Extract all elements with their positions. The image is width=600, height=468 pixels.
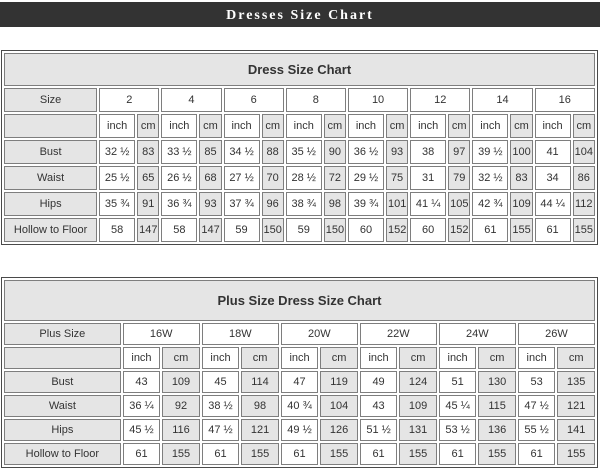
value-cm-cell: 98 xyxy=(324,192,346,216)
value-inch-cell: 38 xyxy=(410,140,446,164)
table-row xyxy=(4,371,595,393)
row-label: Hollow to Floor xyxy=(4,218,97,242)
unit-inch-cell: inch xyxy=(202,347,240,369)
unit-cm-cell: cm xyxy=(262,114,284,138)
value-inch-cell: 49 ½ xyxy=(281,419,319,441)
unit-inch-cell: inch xyxy=(535,114,571,138)
unit-cm-cell: cm xyxy=(510,114,532,138)
value-inch-cell: 49 xyxy=(360,371,398,393)
value-inch-cell: 47 xyxy=(281,371,319,393)
unit-cm-cell: cm xyxy=(199,114,221,138)
value-cm-cell: 147 xyxy=(199,218,221,242)
size-header-cell: 26W xyxy=(518,323,595,345)
value-cm-cell: 152 xyxy=(386,218,408,242)
value-inch-cell: 27 ½ xyxy=(224,166,260,190)
value-cm-cell: 155 xyxy=(399,443,437,465)
unit-cm-cell: cm xyxy=(320,347,358,369)
size-header-cell: 18W xyxy=(202,323,279,345)
value-cm-cell: 101 xyxy=(386,192,408,216)
unit-inch-cell: inch xyxy=(439,347,477,369)
size-header-cell: 16 xyxy=(535,88,595,112)
unit-inch-cell: inch xyxy=(518,347,556,369)
value-cm-cell: 98 xyxy=(241,395,279,417)
value-cm-cell: 100 xyxy=(510,140,532,164)
size-header-cell: 14 xyxy=(472,88,532,112)
value-inch-cell: 42 ¾ xyxy=(472,192,508,216)
unit-cm-cell: cm xyxy=(573,114,595,138)
unit-cm-cell: cm xyxy=(557,347,595,369)
value-cm-cell: 85 xyxy=(199,140,221,164)
value-cm-cell: 109 xyxy=(399,395,437,417)
value-cm-cell: 126 xyxy=(320,419,358,441)
value-inch-cell: 36 ¼ xyxy=(123,395,161,417)
value-cm-cell: 155 xyxy=(162,443,200,465)
unit-inch-cell: inch xyxy=(281,347,319,369)
row-label: Bust xyxy=(4,371,121,393)
value-inch-cell: 51 xyxy=(439,371,477,393)
value-inch-cell: 31 xyxy=(410,166,446,190)
value-inch-cell: 32 ½ xyxy=(99,140,135,164)
value-cm-cell: 93 xyxy=(386,140,408,164)
value-cm-cell: 79 xyxy=(448,166,470,190)
value-inch-cell: 61 xyxy=(123,443,161,465)
value-inch-cell: 36 ¾ xyxy=(161,192,197,216)
value-inch-cell: 34 xyxy=(535,166,571,190)
value-cm-cell: 83 xyxy=(137,140,159,164)
unit-inch-cell: inch xyxy=(360,347,398,369)
unit-inch-cell: inch xyxy=(348,114,384,138)
value-inch-cell: 38 ½ xyxy=(202,395,240,417)
value-inch-cell: 61 xyxy=(472,218,508,242)
unit-inch-cell: inch xyxy=(472,114,508,138)
value-inch-cell: 61 xyxy=(281,443,319,465)
page-title: Dresses Size Chart xyxy=(226,8,374,23)
value-inch-cell: 35 ½ xyxy=(286,140,322,164)
value-cm-cell: 155 xyxy=(573,218,595,242)
value-inch-cell: 37 ¾ xyxy=(224,192,260,216)
value-inch-cell: 58 xyxy=(99,218,135,242)
value-cm-cell: 155 xyxy=(510,218,532,242)
value-inch-cell: 55 ½ xyxy=(518,419,556,441)
value-cm-cell: 97 xyxy=(448,140,470,164)
value-cm-cell: 88 xyxy=(262,140,284,164)
table-title: Plus Size Dress Size Chart xyxy=(4,280,595,321)
row-label: Hips xyxy=(4,192,97,216)
size-header-cell: 4 xyxy=(161,88,221,112)
table-row xyxy=(4,395,595,417)
value-cm-cell: 104 xyxy=(320,395,358,417)
unit-row-spacer xyxy=(4,347,121,369)
size-header-cell: 10 xyxy=(348,88,408,112)
value-inch-cell: 58 xyxy=(161,218,197,242)
size-header-cell: 12 xyxy=(410,88,470,112)
value-cm-cell: 155 xyxy=(241,443,279,465)
unit-row-spacer xyxy=(4,114,97,138)
size-header-cell: 22W xyxy=(360,323,437,345)
value-cm-cell: 152 xyxy=(448,218,470,242)
value-inch-cell: 41 xyxy=(535,140,571,164)
value-inch-cell: 43 xyxy=(360,395,398,417)
size-header-cell: 16W xyxy=(123,323,200,345)
value-cm-cell: 65 xyxy=(137,166,159,190)
value-cm-cell: 75 xyxy=(386,166,408,190)
value-cm-cell: 104 xyxy=(573,140,595,164)
value-cm-cell: 109 xyxy=(510,192,532,216)
value-cm-cell: 93 xyxy=(199,192,221,216)
value-inch-cell: 61 xyxy=(439,443,477,465)
row-label: Hips xyxy=(4,419,121,441)
unit-cm-cell: cm xyxy=(478,347,516,369)
value-cm-cell: 105 xyxy=(448,192,470,216)
value-inch-cell: 38 ¾ xyxy=(286,192,322,216)
value-inch-cell: 60 xyxy=(348,218,384,242)
row-label: Waist xyxy=(4,395,121,417)
unit-inch-cell: inch xyxy=(161,114,197,138)
value-inch-cell: 44 ¼ xyxy=(535,192,571,216)
value-cm-cell: 112 xyxy=(573,192,595,216)
unit-inch-cell: inch xyxy=(123,347,161,369)
value-inch-cell: 28 ½ xyxy=(286,166,322,190)
value-cm-cell: 131 xyxy=(399,419,437,441)
value-inch-cell: 61 xyxy=(360,443,398,465)
plus-size-dress-size-chart-table xyxy=(1,277,598,468)
unit-inch-cell: inch xyxy=(99,114,135,138)
value-cm-cell: 116 xyxy=(162,419,200,441)
size-header-cell: 2 xyxy=(99,88,159,112)
size-row-label: Plus Size xyxy=(4,323,121,345)
size-header-cell: 8 xyxy=(286,88,346,112)
value-inch-cell: 59 xyxy=(286,218,322,242)
value-cm-cell: 130 xyxy=(478,371,516,393)
value-inch-cell: 33 ½ xyxy=(161,140,197,164)
value-inch-cell: 60 xyxy=(410,218,446,242)
unit-cm-cell: cm xyxy=(386,114,408,138)
value-cm-cell: 155 xyxy=(557,443,595,465)
value-inch-cell: 25 ½ xyxy=(99,166,135,190)
value-cm-cell: 83 xyxy=(510,166,532,190)
value-inch-cell: 29 ½ xyxy=(348,166,384,190)
unit-cm-cell: cm xyxy=(324,114,346,138)
unit-inch-cell: inch xyxy=(224,114,260,138)
value-cm-cell: 147 xyxy=(137,218,159,242)
value-cm-cell: 136 xyxy=(478,419,516,441)
value-cm-cell: 155 xyxy=(320,443,358,465)
table-row xyxy=(4,166,595,190)
value-cm-cell: 86 xyxy=(573,166,595,190)
value-inch-cell: 43 xyxy=(123,371,161,393)
table-title: Dress Size Chart xyxy=(4,53,595,86)
value-inch-cell: 26 ½ xyxy=(161,166,197,190)
value-inch-cell: 41 ¼ xyxy=(410,192,446,216)
value-cm-cell: 124 xyxy=(399,371,437,393)
value-inch-cell: 35 ¾ xyxy=(99,192,135,216)
value-cm-cell: 141 xyxy=(557,419,595,441)
value-inch-cell: 61 xyxy=(518,443,556,465)
value-inch-cell: 61 xyxy=(202,443,240,465)
value-cm-cell: 135 xyxy=(557,371,595,393)
unit-cm-cell: cm xyxy=(399,347,437,369)
value-inch-cell: 61 xyxy=(535,218,571,242)
row-label: Bust xyxy=(4,140,97,164)
row-label: Hollow to Floor xyxy=(4,443,121,465)
value-inch-cell: 45 ½ xyxy=(123,419,161,441)
unit-inch-cell: inch xyxy=(286,114,322,138)
table-row xyxy=(4,218,595,242)
value-inch-cell: 45 ¼ xyxy=(439,395,477,417)
value-cm-cell: 121 xyxy=(557,395,595,417)
size-row-label: Size xyxy=(4,88,97,112)
value-cm-cell: 155 xyxy=(478,443,516,465)
value-cm-cell: 72 xyxy=(324,166,346,190)
value-cm-cell: 92 xyxy=(162,395,200,417)
value-inch-cell: 32 ½ xyxy=(472,166,508,190)
value-cm-cell: 121 xyxy=(241,419,279,441)
unit-cm-cell: cm xyxy=(241,347,279,369)
unit-cm-cell: cm xyxy=(162,347,200,369)
dress-size-chart-table xyxy=(1,50,598,245)
value-cm-cell: 109 xyxy=(162,371,200,393)
value-cm-cell: 114 xyxy=(241,371,279,393)
value-inch-cell: 47 ½ xyxy=(518,395,556,417)
table-row xyxy=(4,419,595,441)
page-header-bar xyxy=(0,2,600,27)
value-inch-cell: 40 ¾ xyxy=(281,395,319,417)
value-cm-cell: 96 xyxy=(262,192,284,216)
size-header-cell: 24W xyxy=(439,323,516,345)
value-inch-cell: 34 ½ xyxy=(224,140,260,164)
value-inch-cell: 47 ½ xyxy=(202,419,240,441)
unit-cm-cell: cm xyxy=(448,114,470,138)
unit-inch-cell: inch xyxy=(410,114,446,138)
value-cm-cell: 119 xyxy=(320,371,358,393)
value-inch-cell: 36 ½ xyxy=(348,140,384,164)
size-header-cell: 6 xyxy=(224,88,284,112)
unit-cm-cell: cm xyxy=(137,114,159,138)
value-inch-cell: 39 ½ xyxy=(472,140,508,164)
value-cm-cell: 91 xyxy=(137,192,159,216)
table-row xyxy=(4,192,595,216)
value-cm-cell: 68 xyxy=(199,166,221,190)
value-inch-cell: 53 xyxy=(518,371,556,393)
row-label: Waist xyxy=(4,166,97,190)
value-cm-cell: 70 xyxy=(262,166,284,190)
table-row xyxy=(4,443,595,465)
table-row xyxy=(4,140,595,164)
value-inch-cell: 45 xyxy=(202,371,240,393)
value-inch-cell: 39 ¾ xyxy=(348,192,384,216)
value-inch-cell: 51 ½ xyxy=(360,419,398,441)
value-cm-cell: 115 xyxy=(478,395,516,417)
value-inch-cell: 53 ½ xyxy=(439,419,477,441)
value-cm-cell: 90 xyxy=(324,140,346,164)
size-header-cell: 20W xyxy=(281,323,358,345)
value-cm-cell: 150 xyxy=(324,218,346,242)
value-cm-cell: 150 xyxy=(262,218,284,242)
value-inch-cell: 59 xyxy=(224,218,260,242)
